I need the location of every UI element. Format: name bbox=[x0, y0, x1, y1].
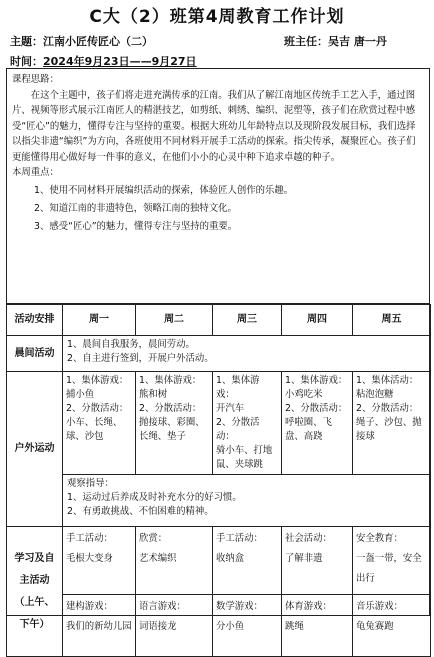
header-friday: 周五 bbox=[353, 305, 431, 336]
outdoor-line: 2、分散活动： bbox=[356, 403, 419, 414]
header-tuesday: 周二 bbox=[136, 305, 213, 336]
activity-type: 音乐游戏： bbox=[356, 601, 403, 612]
time-line bbox=[10, 53, 197, 69]
morning-line: 1、晨间自我服务，晨间劳动。 bbox=[67, 339, 195, 350]
activity-type: 体育游戏： bbox=[285, 601, 332, 612]
goal-item: 1、使用不同材料开展编织活动的探索，体验匠人创作的乐趣。 bbox=[34, 184, 294, 196]
outdoor-label: 户外运动 bbox=[7, 372, 63, 527]
activity-name: 毛根大变身 bbox=[66, 553, 113, 564]
observation-heading: 观察指导： bbox=[67, 478, 114, 489]
study-thursday-1 bbox=[282, 527, 353, 595]
activity-name: 我们的新幼儿园 bbox=[66, 621, 132, 632]
observation-row bbox=[7, 475, 431, 527]
activity-name: 一盔一带，安全出行 bbox=[356, 553, 422, 584]
page-title: C大（2）班第4周教育工作计划 bbox=[89, 7, 345, 27]
activity-name: 收纳盒 bbox=[216, 553, 245, 564]
activity-type: 手工活动： bbox=[216, 533, 263, 544]
study-friday-1 bbox=[353, 527, 431, 595]
activity-type: 建构游戏： bbox=[66, 601, 113, 612]
table-header-row bbox=[7, 305, 431, 336]
study-thursday-2 bbox=[282, 595, 353, 657]
theme-value: 江南小匠传匠心（二） bbox=[43, 35, 153, 48]
outdoor-line: 1、集体游戏： bbox=[285, 375, 348, 386]
course-thinking-section bbox=[6, 68, 430, 304]
study-tuesday-1 bbox=[136, 527, 213, 595]
outdoor-line: 捕小鱼 bbox=[66, 389, 95, 400]
teachers-line bbox=[284, 33, 387, 49]
study-wednesday-2 bbox=[213, 595, 282, 657]
outdoor-friday bbox=[353, 372, 431, 475]
morning-line: 2、自主进行签到，开展户外活动。 bbox=[67, 353, 214, 364]
theme-label: 主题： bbox=[10, 35, 43, 48]
schedule-table bbox=[6, 304, 431, 657]
outdoor-line: 小鸡吃米 bbox=[285, 389, 323, 400]
study-label-line: 主活动 bbox=[19, 574, 50, 586]
study-label bbox=[7, 527, 63, 657]
activity-type: 语言游戏： bbox=[139, 601, 186, 612]
outdoor-line: 2、分散活动： bbox=[216, 417, 260, 442]
header-activity: 活动安排 bbox=[7, 305, 63, 336]
outdoor-line: 骑小车、打地鼠、夹球跳 bbox=[216, 445, 273, 470]
activity-name: 词语接龙 bbox=[139, 621, 177, 632]
header-thursday: 周四 bbox=[282, 305, 353, 336]
header-monday: 周一 bbox=[63, 305, 136, 336]
outdoor-tuesday bbox=[136, 372, 213, 475]
teachers-label: 班主任： bbox=[284, 35, 328, 48]
thinking-heading: 课程思路： bbox=[12, 74, 59, 85]
study-row-2 bbox=[7, 595, 431, 657]
outdoor-line: 1、集体活动： bbox=[356, 375, 419, 386]
morning-row bbox=[7, 336, 431, 372]
thinking-paragraph: 在这个主题中，孩子们将走进充满传承的江南。我们从了解江南地区传统手工艺入手，通过图片、视频等形式展示江南匠人的精湛技艺，如剪纸、刺绣、编织、泥塑等，孩子们在欣赏过程中感受“匠心”的魅力，懂得专注与坚持的重要。根据大班幼儿年龄特点以及现阶段发展目标，我们选择以指尖非遗“编织”为方向，各班使用不同材料开展手工活动的探索。指尖传承，凝聚匠心。孩子们更能懂得用心做好每一件事的意义，在他们小小的心灵中种下追求卓越的种子。 bbox=[12, 89, 416, 163]
goal-item: 3、感受“匠心”的魅力，懂得专注与坚持的重要。 bbox=[34, 220, 238, 232]
outdoor-monday bbox=[63, 372, 136, 475]
outdoor-line: 开汽车 bbox=[216, 403, 245, 414]
outdoor-line: 绳子、沙包、抛接球 bbox=[356, 417, 422, 442]
outdoor-line: 1、集体游戏： bbox=[66, 375, 129, 386]
outdoor-thursday bbox=[282, 372, 353, 475]
study-label-line: 学习及自 bbox=[14, 552, 55, 564]
activity-type: 社会活动： bbox=[285, 533, 332, 544]
observation-line: 1、运动过后养成及时补充水分的好习惯。 bbox=[67, 492, 242, 503]
activity-type: 安全教育： bbox=[356, 533, 403, 544]
outdoor-line: 2、分散活动： bbox=[285, 403, 348, 414]
study-tuesday-2 bbox=[136, 595, 213, 657]
study-monday-2 bbox=[63, 595, 136, 657]
outdoor-line: 抛接球、彩圈、长绳、垫子 bbox=[139, 417, 205, 442]
outdoor-line: 小车、长绳、球、沙包 bbox=[66, 417, 123, 442]
study-row-1 bbox=[7, 527, 431, 595]
outdoor-row bbox=[7, 372, 431, 475]
activity-name: 跳绳 bbox=[285, 621, 304, 632]
outdoor-line: 2、分散活动： bbox=[66, 403, 129, 414]
theme-line bbox=[10, 33, 153, 49]
outdoor-line: 熊和树 bbox=[139, 389, 168, 400]
time-value: 2024年9月23日——9月27日 bbox=[43, 55, 197, 68]
outdoor-line: 呼啦圈、飞盘、高跷 bbox=[285, 417, 332, 442]
outdoor-wednesday bbox=[213, 372, 282, 475]
activity-name: 分小鱼 bbox=[216, 621, 245, 632]
header-wednesday: 周三 bbox=[213, 305, 282, 336]
study-label-line: （上午、 bbox=[14, 596, 55, 608]
activity-type: 数学游戏： bbox=[216, 601, 263, 612]
outdoor-line: 1、集体游戏： bbox=[216, 375, 260, 400]
goals-heading: 本周重点： bbox=[12, 167, 59, 178]
observation-line: 2、有勇敢挑战、不怕困难的精神。 bbox=[67, 506, 214, 517]
study-monday-1 bbox=[63, 527, 136, 595]
time-label: 时间： bbox=[10, 55, 43, 68]
activity-name: 艺术编织 bbox=[139, 553, 177, 564]
outdoor-line: 1、集体游戏： bbox=[139, 375, 202, 386]
activity-type: 手工活动： bbox=[66, 533, 113, 544]
outdoor-line: 2、分散活动： bbox=[139, 403, 202, 414]
observation-content bbox=[63, 475, 431, 527]
outdoor-line: 粘泡泡糖 bbox=[356, 389, 394, 400]
study-friday-2 bbox=[353, 595, 431, 657]
activity-name: 了解非遗 bbox=[285, 553, 323, 564]
study-label-line: 下午） bbox=[19, 618, 50, 630]
activity-type: 欣赏： bbox=[139, 533, 168, 544]
activity-name: 龟兔赛跑 bbox=[356, 621, 394, 632]
morning-label: 晨间活动 bbox=[7, 336, 63, 372]
goal-item: 2、知道江南的非遗特色，领略江南的独特文化。 bbox=[34, 202, 237, 214]
teachers-value: 吴吉 唐一丹 bbox=[328, 35, 387, 48]
study-wednesday-1 bbox=[213, 527, 282, 595]
morning-content bbox=[63, 336, 431, 372]
